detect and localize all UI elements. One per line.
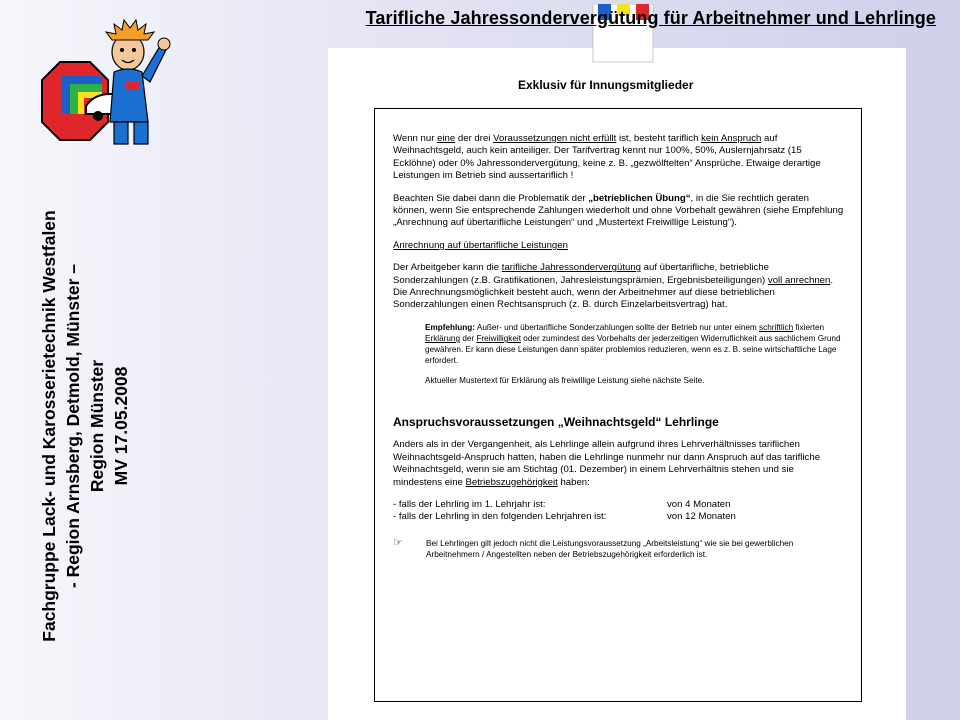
recommendation-label: Empfehlung:	[425, 322, 476, 332]
sidebar-organization-text	[0, 152, 170, 700]
paragraph-4	[393, 439, 845, 489]
text: haben:	[557, 476, 590, 488]
underlined-text: tarifliche Jahressondervergütung	[501, 262, 641, 274]
sidebar-line-1: Fachgruppe Lack- und Karosserietechnik Westfalen	[39, 210, 59, 642]
sidebar-line-4: MV 17.05.2008	[111, 366, 131, 486]
paragraph-1	[393, 133, 845, 183]
text: Wenn nur	[393, 133, 438, 144]
text: der	[460, 334, 477, 344]
final-note-text: Bei Lehrlingen gilt jedoch nicht die Leistungsvoraussetzung „Arbeitsleistung“ wie sie bei gewerblichen Arbeitnehmern / Angestellten neben der Betriebszugehörigkeit erforderlich ist.	[426, 538, 794, 559]
condition-value: von 12 Monaten	[667, 511, 736, 523]
condition-value: von 4 Monaten	[667, 498, 731, 510]
underlined-text: Voraussetzungen nicht erfüllt	[493, 133, 617, 144]
octagon-car-mascot-icon	[28, 10, 178, 148]
text: auf übertarifliche, betriebliche Sonderzahlungen (z.B. Gratifikationen, Jahresleistungsprämien, Ergebnisbeteiligungen)	[393, 262, 769, 286]
document-box	[374, 108, 862, 702]
slide-title: Tarifliche Jahressondervergütung für Arbeitnehmer und Lehrlinge	[365, 8, 936, 28]
final-note	[393, 538, 845, 560]
text: ist, besteht tariflich	[616, 133, 702, 144]
underlined-text: schriftlich	[759, 322, 794, 332]
text: Anders als in der Vergangenheit, als Lehrlinge allein aufgrund ihres Lehrverhältnisses tariflichen Weihnachtsgeld-Anspruch hatten, haben die Lehrlinge nunmehr nur dann Anspruch auf das tarifliche Weihnachtsgeld, wenn sie am Stichtag (01. Dezember) in einem Lehrverhältnis stehen und sie mindestens eine	[393, 439, 821, 488]
text: Der Arbeitgeber kann die	[393, 262, 502, 274]
underlined-text: Freiwilligkeit	[476, 334, 522, 344]
text: oder zumindest des Vorbehalts der jederzeitigen Widerruflichkeit aus sachlichem Grund gewähren. Er kann diese Leistungen dann später problemlos reduzieren, wenn es z. B. seine wirtschaftliche Lage erfordert.	[425, 334, 841, 366]
document-content	[393, 133, 845, 560]
sidebar-line-2: - Region Arnsberg, Detmold, Münster –	[63, 263, 83, 589]
paragraph-3	[393, 262, 845, 312]
underlined-text: eine	[437, 133, 456, 144]
recommendation-note: Aktueller Mustertext für Erklärung als freiwillige Leistung siehe nächste Seite.	[425, 375, 705, 385]
text: , in die Sie rechtlich geraten können, wenn Sie entsprechende Zahlungen wiederholt und ohne Vorbehalt gewähren (siehe Empfehlung „Anrechnung auf übertarifliche Leistungen“ und „Mustertext Freiwillige Leistung“).	[393, 192, 844, 229]
underlined-text: Betriebszugehörigkeit	[465, 476, 558, 488]
recommendation-text	[425, 322, 855, 367]
underlined-text: voll anrechnen	[767, 274, 831, 286]
text: Beachten Sie dabei dann die Problematik der	[393, 192, 589, 204]
underlined-text: kein Anspruch	[701, 133, 762, 144]
text: auf Weihnachtsgeld, auch kein anteiliger. Der Tarifvertrag kennt nur 100%, 50%, Auslernjahrsatz (15 Ecklöhne) oder 0% Jahressondervergütung, keine z. B. „gezwölftelten“ Ansprüche. Etwaige derartige Leistungen im Betrieb sind aussertariflich !	[393, 133, 821, 182]
condition-label: - falls der Lehrling in den folgenden Lehrjahren ist:	[393, 511, 607, 523]
recommendation-block	[425, 322, 855, 386]
paragraph-2	[393, 193, 845, 230]
section-heading: Anspruchsvoraussetzungen „Weihnachtsgeld“ Lehrlinge	[393, 414, 719, 429]
sidebar-line-3: Region Münster	[87, 359, 107, 493]
condition-label: - falls der Lehrling im 1. Lehrjahr ist:	[393, 498, 546, 510]
underlined-text: Erklärung	[425, 334, 461, 344]
text: fixierten	[793, 322, 825, 332]
condition-row	[393, 511, 845, 523]
text: Außer- und übertarifliche Sonderzahlungen sollte der Betrieb nur unter einem	[475, 322, 760, 332]
document-header: Exklusiv für Innungsmitglieder	[518, 78, 694, 92]
text: der drei	[455, 133, 494, 144]
sub-heading: Anrechnung auf übertarifliche Leistungen	[393, 239, 568, 251]
pointing-hand-icon: ☞	[393, 536, 403, 549]
text: . Die Anrechnungsmöglichkeit besteht auch, wenn der Arbeitnehmer auf diese betrieblichen Sonderzahlungen einen Rechtsanspruch (z. B. durch Einzelarbeitsvertrag) hat.	[393, 274, 833, 311]
bold-text: „betrieblichen Übung“	[588, 192, 691, 204]
condition-row	[393, 499, 845, 511]
